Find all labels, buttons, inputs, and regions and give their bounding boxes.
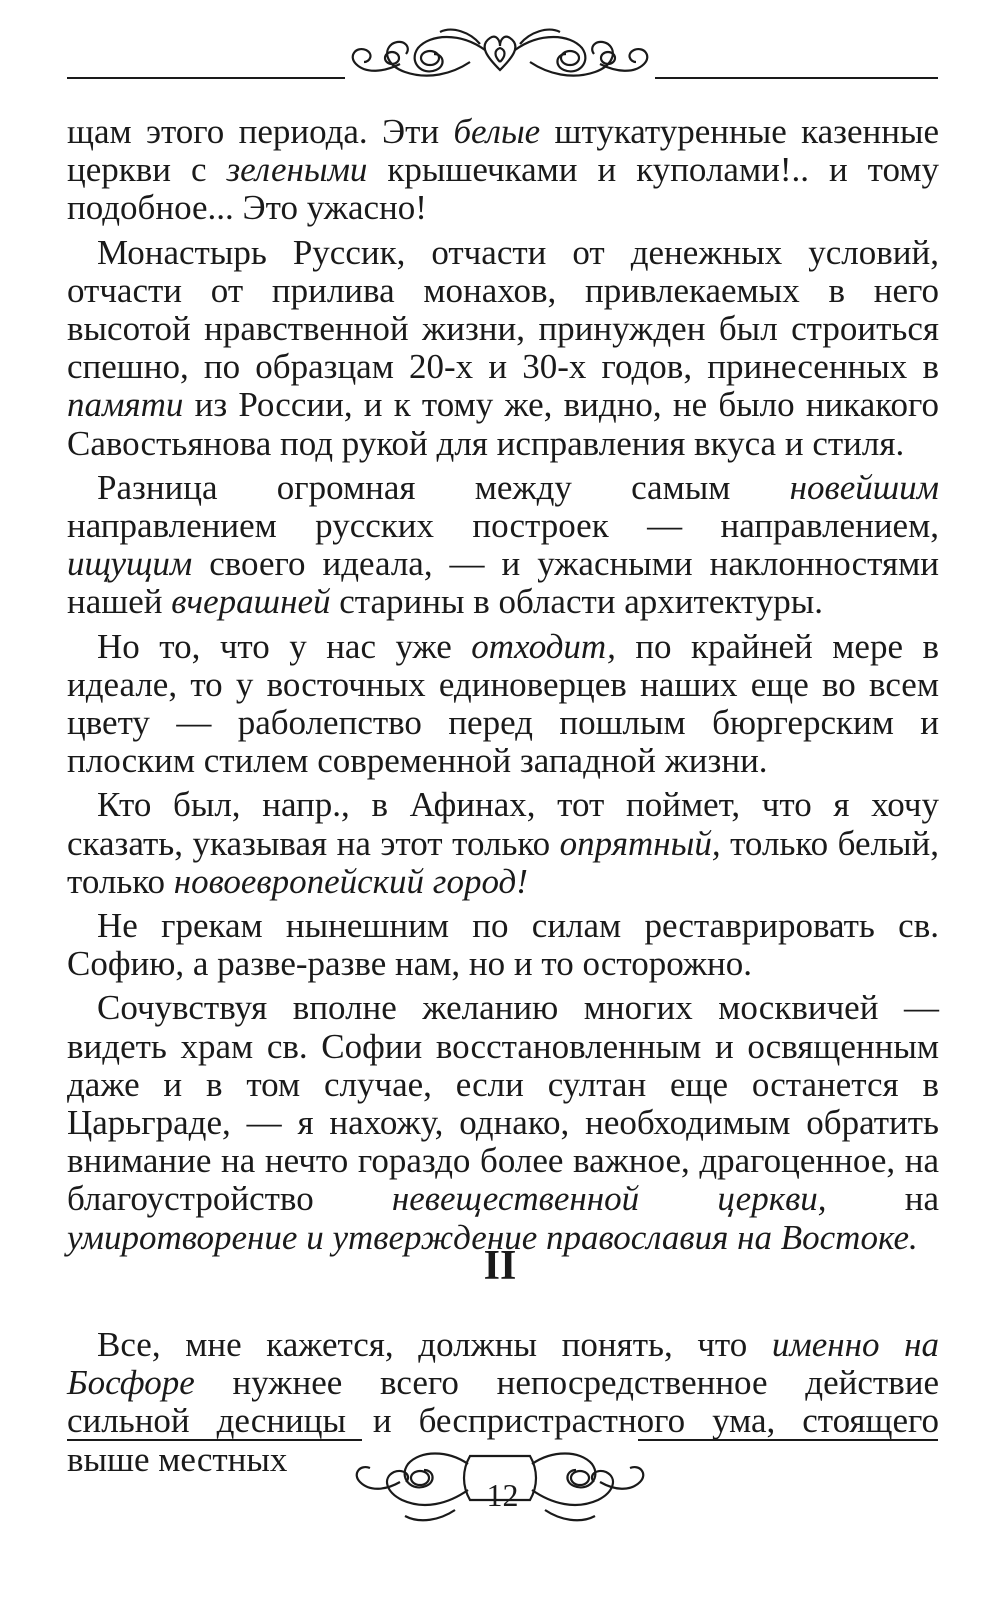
paragraph: [67, 628, 939, 781]
italic-text: вчерашней: [171, 582, 331, 622]
paragraph: [67, 786, 939, 901]
scroll-ornament-icon: [0, 18, 1000, 98]
italic-text: зелеными: [226, 150, 368, 190]
text-run: старины в области архитектуры.: [330, 582, 824, 622]
italic-text: отходит,: [471, 626, 616, 666]
section-heading: II: [483, 1243, 517, 1289]
text-run: Но то, что у нас уже: [97, 626, 472, 666]
text-run: штукатуренные казенные церкви с: [67, 112, 939, 190]
italic-text: ищущим: [67, 544, 193, 584]
text-run: Кто был, напр., в Афинах, тот поймет, что я хочу сказать, указывая на этот только: [67, 785, 939, 863]
italic-text: памяти: [67, 385, 184, 425]
italic-text: новейшим: [789, 467, 939, 507]
text-run: крышечками и куполами!.. и тому подобное... Это ужасно!: [67, 150, 939, 228]
text-run: щам этого периода. Эти: [67, 112, 454, 151]
paragraph: [67, 989, 939, 1256]
italic-text: новоевропейский город!: [173, 861, 528, 901]
text-run: Не грекам нынешним по силам реставрировать св. Софию, а разве-разве нам, но и то осторожно.: [67, 906, 939, 984]
text-run: из России, и к тому же, видно, не было никакого Савостьянова под рукой для исправления вкуса и стиля.: [67, 385, 939, 463]
body-text: [67, 113, 939, 1257]
text-run: направлением русских построек — направлением,: [67, 506, 939, 546]
paragraph: [67, 907, 939, 983]
text-run: Все, мне кажется, должны понять, что: [97, 1325, 772, 1364]
text-run: Монастырь Руссик, отчасти от денежных условий, отчасти от прилива монахов, привлекаемых в него высотой нравственной жизни, принужден был строиться спешно, по образцам 20-х и 30-х годов, принесенных в: [67, 232, 939, 387]
italic-text: умиротворение и утверждение православия на Востоке.: [67, 1217, 918, 1257]
text-run: только белый, только: [67, 823, 939, 901]
text-run: Сочувствуя вполне желанию многих москвичей — видеть храм св. Софии восстановленным и освященным даже и в том случае, если султан еще останется в Царьграде, — я нахожу, однако, необходимым обратить внимание на нечто гораздо более важное, драгоценное, на благоустройство: [67, 988, 939, 1219]
text-run: на: [826, 1179, 939, 1219]
italic-text: невещественной церкви,: [391, 1179, 827, 1219]
paragraph: [67, 234, 939, 463]
paragraph: [67, 113, 939, 228]
text-run: своего идеала, — и ужасными наклонностями нашей: [67, 544, 939, 622]
page-number: 12: [486, 1477, 519, 1513]
text-run: Разница огромная между самым: [97, 467, 790, 507]
italic-text: опрятный,: [559, 823, 721, 863]
text-run: по крайней мере в идеале, то у восточных единоверцев наших еще во всем цвету — раболепство перед пошлым бюргерским и плоским стилем современной западной жизни.: [67, 626, 939, 781]
paragraph: [67, 469, 939, 622]
page-header-ornament: [0, 18, 1000, 98]
italic-text: белые: [453, 112, 541, 151]
italic-text: именно на Босфоре: [67, 1325, 939, 1403]
text-run: нужнее всего непосредственное действие сильной десницы и беспристрастного ума, стоящего выше местных: [67, 1363, 939, 1479]
